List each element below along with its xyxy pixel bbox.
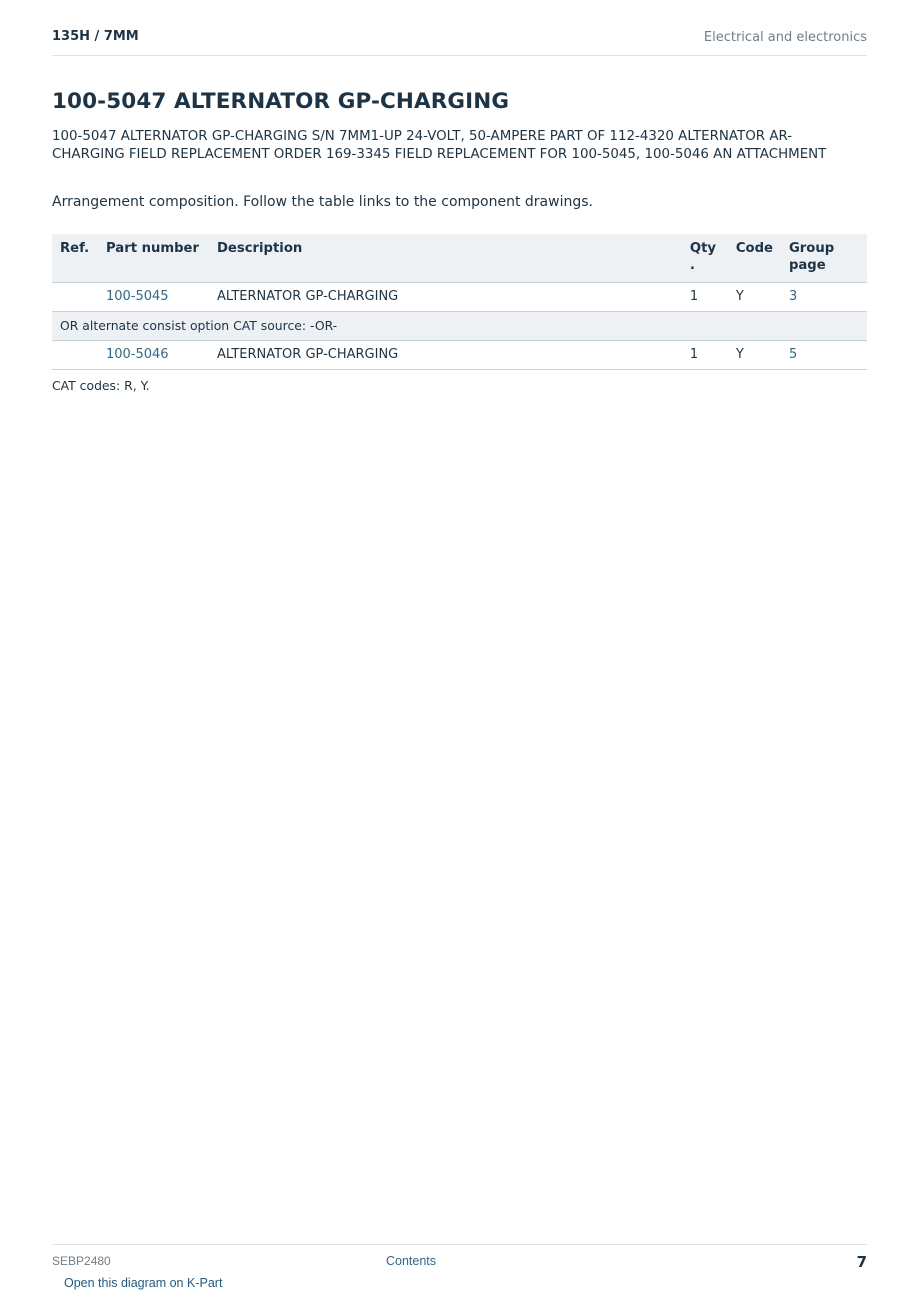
cell-qty: 1 — [689, 347, 699, 362]
cell-code: Y — [735, 347, 744, 362]
alternate-note: OR alternate consist option CAT source: -OR- — [60, 318, 338, 333]
part-number-link[interactable]: 100-5046 — [105, 347, 169, 362]
group-page-link[interactable]: 5 — [788, 347, 798, 362]
table-header-row — [52, 234, 867, 283]
document-code: SEBP2480 — [52, 1254, 111, 1268]
kpart-link[interactable]: Open this diagram on K-Part — [64, 1276, 223, 1290]
page-header — [52, 29, 867, 56]
col-header-qty: Qty . — [682, 234, 728, 283]
col-header-code: Code — [728, 234, 781, 283]
col-header-description: Description — [209, 234, 682, 283]
cell-description: ALTERNATOR GP-CHARGING — [216, 289, 399, 304]
contents-link[interactable]: Contents — [386, 1254, 437, 1268]
cell-qty: 1 — [689, 289, 699, 304]
table-row — [52, 341, 867, 370]
cell-code: Y — [735, 289, 744, 304]
page-number: 7 — [856, 1253, 867, 1271]
cell-ref — [52, 341, 98, 370]
parts-table — [52, 234, 867, 370]
part-number-link[interactable]: 100-5045 — [105, 289, 169, 304]
intro-text: Arrangement composition. Follow the table links to the component drawings. — [52, 194, 593, 210]
table-row — [52, 283, 867, 312]
cell-ref — [52, 283, 98, 312]
model-label: 135H / 7MM — [52, 29, 139, 44]
section-label: Electrical and electronics — [703, 30, 867, 45]
alternate-option-row — [52, 312, 867, 341]
col-header-group-page: Group page — [781, 234, 867, 283]
page-title: 100-5047 ALTERNATOR GP-CHARGING — [52, 89, 510, 114]
col-header-ref: Ref. — [52, 234, 98, 283]
page-footer — [52, 1244, 867, 1275]
part-description: 100-5047 ALTERNATOR GP-CHARGING S/N 7MM1-UP 24-VOLT, 50-AMPERE PART OF 112-4320 ALTERNATOR AR-CHARGING FIELD REPLACEMENT ORDER 169-3345 FIELD REPLACEMENT FOR 100-5045, 100-5046 AN ATTACHMENT — [52, 129, 827, 162]
col-header-part-number: Part number — [98, 234, 209, 283]
cell-description: ALTERNATOR GP-CHARGING — [216, 347, 399, 362]
group-page-link[interactable]: 3 — [788, 289, 798, 304]
cat-codes-note: CAT codes: R, Y. — [52, 378, 150, 393]
